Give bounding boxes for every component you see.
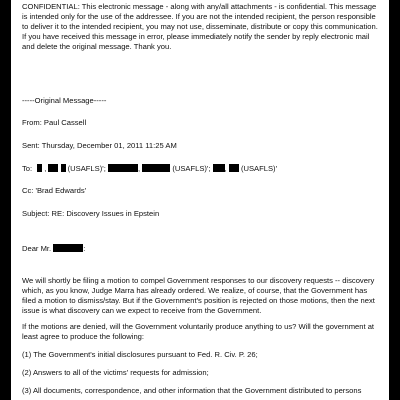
request-item-3: (3) All documents, correspondence, and other information that the Government distributed to persons <box>22 386 362 395</box>
redaction-box <box>229 164 239 172</box>
from-line: From: Paul Cassell <box>22 118 87 127</box>
request-item-1: (1) The Government's initial disclosures pursuant to Fed. R. Civ. P. 26; <box>22 350 258 359</box>
body-paragraph-2: If the motions are denied, will the Government voluntarily produce anything to us? Will the government at least agree to produce the following: <box>22 322 375 341</box>
salutation-suffix: : <box>83 244 86 253</box>
email-document <box>11 0 389 400</box>
redaction-box <box>61 164 66 172</box>
redaction-box <box>108 164 138 172</box>
cc-line: Cc: 'Brad Edwards' <box>22 186 87 195</box>
subject-line: Subject: RE: Discovery Issues in Epstein <box>22 209 160 218</box>
salutation-prefix: Dear Mr. <box>22 244 52 253</box>
salutation <box>22 244 85 254</box>
original-message-separator: -----Original Message----- <box>22 96 107 105</box>
to-recipient-1: (USAFLS)'; <box>67 164 106 173</box>
body-paragraph-1: We will shortly be filing a motion to compel Government responses to our discovery requests -- discovery which, as you know, Judge Marra has already ordered. We realize, of course, that the Government has filed a motion to dismiss/stay. But if the Government's position is rejected on those motions, then the next issue is what discovery can we expect to receive from the Government. <box>22 276 375 315</box>
to-label: To: <box>22 164 33 173</box>
confidentiality-notice: CONFIDENTIAL: This electronic message - along with any/all attachments - is confidential. This message is intended only for the use of the addressee. If you are not the intended recipient, the person responsible to deliver it to the intended recipient, you may not use, disseminate, distribute or copy this communication. If you have received this message in error, please immediately notify the sender by reply electronic mail and delete the original message. Thank you. <box>22 2 378 51</box>
to-recipient-2: (USAFLS)'; <box>172 164 211 173</box>
redaction-box <box>213 164 225 172</box>
redaction-box <box>142 164 170 172</box>
redaction-box <box>37 164 42 172</box>
redaction-box <box>53 244 86 253</box>
to-recipient-3: (USAFLS)' <box>240 164 278 173</box>
sent-line: Sent: Thursday, December 01, 2011 11:25 AM <box>22 141 177 150</box>
to-line: To: , (USAFLS)'; , (USAFLS)'; , (USAFLS)' <box>22 164 278 173</box>
request-item-2: (2) Answers to all of the victims' requests for admission; <box>22 368 209 377</box>
redaction-box <box>48 164 58 172</box>
